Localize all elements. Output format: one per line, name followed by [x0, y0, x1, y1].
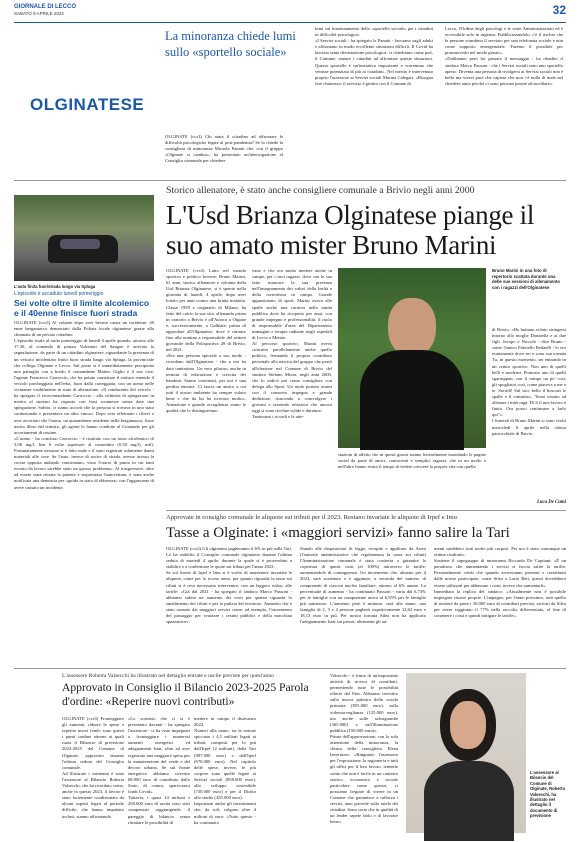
- marini-column: di Brivio: «Ho buttano voluto stringersi intorno allo moglie Donatella e ai due figli, Jacopo e Niccolò - dice Bruno - sottre l'amico Fabriello Redaelli - lo ero esattamente dove sei e sono sua tornata Tu, in questo momento, sei entrando in un centro sportivo. Non uno di quelli belli e moderni. Piuttosto uno di quelli sgarruppati, con il campo un po' così, gli spogliatoi così, come piaceva a me e te. Sorridi! Sul sito, bello il boscuet le spalle e il crmmisto. "Sono venuto ad allenare i miei ragà. Di lì il mio lavoro è finito. Ora posso continuare a farlo qui"». I funerali di Bruno Marini si sono svolti mercoledì 6 aprile nella chiesa parrocchiale di Brivio.: [492, 327, 566, 436]
- article-title: La minoranza chiede lumi sullo «sportello sociale»: [165, 29, 296, 59]
- car-headline: Sei volte oltre il limite alcolemico e il 40enne finisce fuori strada: [14, 298, 150, 318]
- divider: [166, 510, 566, 511]
- page-number: 32: [552, 3, 566, 17]
- divider: [14, 180, 566, 181]
- marini-column: stazioni di affetto che in questi giorni stanno letteralmente inondando le pagine social da parte di amici, conoscenti e semplici ragazzi, che in un modo o nell'altro hanno avuto il tempo di vedere crescere la propria vita con quella: [338, 452, 488, 470]
- article-column: Lecco, l'Ordine degli psicologi e le varie Amministrazioni ed è accessibile solo in urgenza. Pubblicizzandolo, c'è il rischio che le persone scambino il servizio per una telefonata sociale e non come supporto emergenziale. Faremo il possibile per promuoverlo nel modo giusto». «Dobbiamo però far passare il messaggio - ha ribadito il sindaco Marco Passoni - che i Servizi sociali sono uno sportello aperto. Diventa una persona di rivolgersi ai Servizi sociali non è bello ma vorrei pure che capisse che non c'è nulla di male nel chiedere aiuto perché ci sono persone pronte ad ascoltare».: [445, 26, 563, 86]
- car-body: OLGINATE (ccs3) Al volante dopo aver bevuto causa un incidente: 40 enne bergamasco denunciato dalla Polizia locale olginatese grazie alla chiamata di un privato cittadino. L'episodio risale al tardo pomeriggio di lunedì 4 aprile quando, attorno alle 17.30, al comando di piazzo Volontari del Sangue è arrivata la segnalazione, da parte di un cittadino olginatese, riguardante la presenza di un veicolo incidentato finito fuori strada lungo via Spluga, la provinciale che collega Olginate e Lecco. Sul posto si è immediatamente precipitata una pattuglia con a bordo il comandante Matteo Giglio e il suo vice, l'agente Francesco Carroccio, che ha potuto constatare il sinistro tenendo il veicolo parcheggiato nell'erba, fuori dalla carreggiata, con un uomo nelle vicinanze visibilmente in stato di alterazione. «Il conducente del veicolo - ha spiegato il vicecomandante Carroccio - alla richiesta di spiegazioni in merito al sinistro ha risposto con frasi sconnesse senza dare una spiegazione. Subito, ci siamo accorti che la persona si trovava in uno stato confusionale e presentava un alito vinoso. Dopo aver effettuato i rilievi e aver accertato che l'uomo, un quarantenne residente nella bergamasca, fosse uscito illeso dal sinistro, gli agenti lo hanno condotto al Comando per gli accertamenti di routine. «L'uomo - ha concluso Carroccio - è risultato con un tasso alcolemico di 3,06 mg/l, ben 6 volte superiore al consentito (0,50 mg/l), ndr). Fortunatamente nessuno si è fatto male e il sono registrati solamente danni materiali alle cose. Se l'auto, invece di uscire di strada, avesse invaso la corsia opposta andando contromano, visto l'orario di punta in cui tanti escono da lavoro sarebbe stato un grosso problema». Al trasgressore, oltre ad essere stata ritirata la patente e sequestrata l'autovettura, è stata anche notificata una denuncia per «guida in stato di ebbrezza» con l'aggravante di avere causato un incidente.: [14, 320, 154, 490]
- tari-column: menti sarebbero stati molto più corposi. Per noi è stato comunque un ottimo risultato». Sostiene il capogruppo di minoranza Riccardo De Capitani: «È un paradosso che aumentando i servizi si faccia salire la tariffa. Personalmente credo che quando arriveranno presenti e contribuiti dalle nostre partecipate, come Silea o Lario Reti, questi dovrebbero essere utilizzati per abbassare i costi, invece che aumentarli». Immediata la replica del sindaco: «Attualmente non è possibile impiegare risorse proprie. L'impegno, per l'anno prossimo, sarà quello di mettere da parte i 30.000 euro di contributi previsti, arrivati da Silea per avere raggiunto il 77% nella raccolta differenziata, al fine di contenere i costi e quindi mitigare le tariffe».: [434, 546, 566, 619]
- bilancio-headline: Approvato in Consiglio il Bilancio 2023-2025 Parola d'ordine: «Reperire nuovi contributi»: [62, 681, 309, 708]
- portrait-body: [424, 761, 514, 841]
- car-photo-caption: L'auto finita fuoristrada lungo via Spluga: [14, 284, 96, 289]
- car-window: [60, 239, 100, 249]
- marini-photo-caption: Bruno Marini in una foto di repertorio scattata durante una delle sue sessioni di allenamento con i ragazzi dell'Olginatese: [492, 268, 561, 290]
- marini-column: OLGINATE (ccs3) Lutto nel mondo sportivo e politico brivese: Bruno Marini, 61 anni, storico allenatore e colonna della Usd Brianza Olginatese, si è spento nella giornata di lunedì, 4 aprile, dopo aver lottato per anni contro una brutta malattia. Classe 1959 e originario di Milano, ha fatto del calcio la sua vita, allenando prima in oratorio a Brivio e all'Aurora a Olgiate e, successivamente, a Galbiate, prima di approdare all'Olginatese, dove è rimasto fino alla nomina a responsabile del settore giovanile della Polisportiva 28 di Brivio, nel 2021. «Era una persona speciale a suo modo - ricordano dall'Olginatese - che a noi ha dato tantissimo. Un vero pilastro, anche in termini di educazione e crescita dei bambini. Siamo costernati, per noi è una perdita enorme. Ci lascia un amico a cui tutti il nostro ambiente ha sempre voluto bene e che da lui ha ricevuto molto». Attenzione e grande accoglienza erano le qualità che lo distinguevano: [166, 268, 246, 414]
- bilancio-overline: L'assessore Roberta Valsecchi ha illustrato nel dettaglio entrate e uscite previste per quest'anno: [62, 673, 274, 679]
- bilancio-column: OLGINATE (ccs3) Fronteggiare gli aumenti, ridurre le spese e reperire nuovi fondi: sono questi i punti cardine attorno ai quali ruota il Bilancio di previsione 2023-2025 del Comune di Olginate, approvato durante l'ultima seduta del Consiglio comunale. Ad illustrare i contenuti è stata l'assessore al Bilancio Roberta Valsecchi, che ha ricordato come, anche in questo 2023, il lavoro è stato fortemente condizionato da alcuni aspetti legati al periodo difficile, che hanno impattato inclusi, stanno affrontando.: [62, 716, 124, 819]
- tari-overline: Approvate in consiglio comunale le aliquote sui tributi per il 2023. Restano invariate le aliquote di Irpef e Imu: [166, 514, 457, 521]
- section-label: OLGINATESE: [30, 95, 145, 114]
- tari-headline: Tasse a Olginate: i «maggiori servizi» fanno salire la Tari: [166, 525, 510, 541]
- divider: [14, 668, 566, 669]
- valsecchi-photo-caption: L'assessore al Bilancio del Comune di Olginate, Roberta Valsecchi, ha illustrato nel dettaglio il documento di previsione: [530, 770, 565, 819]
- bilancio-column: mettere in campo il disavanzo 2022. Numeri alla mano, tra le entrate spiccano i 4,5 milioni legati ai tributi, composti per lo più dall'Irpef (2 milioni), dalla Tari (987.000 euro) e dall'Irpef (670.000 euro). Nel capitolo delle spese, invece, le più corpose sono quelle legate ai Servizi sociali (858.000 euro), allo sviluppo sostenibile (730.000 euro) e per il Diritto allo studio (455.000 euro). Importanti anche gli investimenti che, da soli, valgono oltre 4 milioni di euro: «Tutto questo - ha continuato: [194, 716, 256, 825]
- bilancio-column: Valsecchi - è frutto di un'importante attività di ricerca di contributi, permettendo tutte le possibilità offerte dal Pnrr. Abbiamo investito sulla nuova palestra della scuola primaria (855.000 euro), sulla videosorveglianza (125.000 euro), ma anche sulle salvaguardie (365.000) e sull'illuminazione pubblica (150.000 euro)». Prima dell'approvazione, con la sola astensione della minoranza, la chiusa della consigliera Elena Invernizzi: «Ringrazio l'assessore per l'esposizione, la ragioneria e tutti gli uffici per il loro lavoro, tenendo conto che non è facile in un contesto storico, economico e sociale particolare come questo; ci possiamo fregiare di vivere in un Comune che garantisce a rafforza i servizi, anzi prevede sulla tutela dei cittadini. Sono certa che in qualità di un leader sapete farlo e di lavorare bene».: [330, 673, 398, 825]
- tari-column: Stando alle disposizioni di legge, recepite e applicate da Arera (l'autorità amministrativa che regolamenta la tassa sui rifiuti) l'Amministrazione comunale è stata costretta a garantire la copertura di questi costi (al 100%) attraverso le tariffe, aumentandole di conseguenza. Un incremento che, almeno per il 2023, sarà sostenuto e è aggiunto, a seconda del numero di componenti di ciascun nucleo familiare, attorno al 6% annuo. La percentuale di aumento - ha continuato Passoni - varia dal 6,73% per le famiglie con un componente unico al 6,95% per le famiglie più numerose. L'aumento però è minimo: sarà alla mano, una famiglia di 2, 3 e 4 persone pagherà rispettivamente 12,62 euro e 18,13 euro in più. Per nostra fortuna Silea non ha applicato l'adeguamento Istat sui prezzi, altrimenti gli au-: [300, 546, 428, 625]
- car-kicker: L'episodio è accaduto lunedì pomeriggio: [14, 291, 104, 297]
- car-photo: [14, 195, 154, 281]
- article-minoranza: [165, 26, 565, 178]
- issue-date: SABATO 9 APRILE 2022: [14, 11, 64, 16]
- portrait-face: [450, 701, 486, 749]
- portrait-head: [388, 298, 436, 356]
- paper-name: GIORNALE DI LECCO: [14, 4, 77, 10]
- valsecchi-photo: [406, 673, 526, 833]
- marini-headline: L'Usd Brianza Olginatese piange il suo amato mister Bruno Marini: [166, 200, 535, 260]
- article-column: OLGINATE (ccs3) Chi aiuta il cittadino ad affrontare le difficoltà psicologiche legate al post-pandemia? Se lo chiede la consigliera di minoranza Micaela Panatti che, con il gruppo «Olginate si cambia», ha presentato un'interrogazione al Consiglio comunale per chiedere: [165, 134, 285, 164]
- marini-column: vano e che ora molto mettere anche in campo, per i suoi ragazzi, dove con le sua fatto mancare la sua presenza nell'insegnamento dei valori della lealtà e della correttezza in campo. Grande appassionato di sport, Marini aveva alle spalle anche una carriera nella sanità pubblica dove ha ricoperto per anni, con grande impegno e professionalità, il ruolo di responsabile d'area del Dipartimento immagini e terapia radiante negli ospedali di Lecco e Merate. Al percorso sportivo, Marini aveva costruito parallelamente anche quello politico, fermando il proprio contributo personale alla nascita del gruppo che portò all'elezione nel Comune di Brivio del sindaco Stefano Motta, negli anni 2000, che lo indicò poi come consigliere con delega allo Sport. Un ruolo portato avanti con il consueto impegno e grande dedizione, riuscendo a coinvolgere i giovani e tessendo relazioni che ancora oggi si sono rivelate solide e durature. Tantissimi i ricordi e le atte-: [252, 268, 332, 420]
- article-column: lumi sul funzionamento dello «sportello sociale» per i cittadini in difficoltà psicologica. «I Servizi sociali - ha spiegato la Panatti - lavorano sugli adulti e affrontano in modo eccellente situazioni difficili. Il Covid ha lasciato tanta devastazione psicologica: ci chiediamo come può, il Comune, aiutare i cittadini ad affrontare queste situazioni. Questo sportello è un'iniziativa importante e vorremmo che venisse potenziata di più ai cittadini». Nel merito è intervenuto proprio l'assessore ai Servizi sociali Marina Calegari. «Bisogna fare chiarezza: il servizio è gestito con il Comune di: [315, 26, 433, 86]
- byline: Luca De Cumi: [536, 500, 566, 505]
- portrait-body: [360, 350, 464, 450]
- marini-overline: Storico allenatore, è stato anche consigliere comunale a Brivio negli anni 2000: [166, 185, 475, 196]
- masthead-rule: [14, 22, 566, 23]
- marini-photo: [338, 268, 486, 448]
- bilancio-column: «Lo scenario che ci si è presentato davanti - ha spiegato l'assessore - ci ha visto impegnati a fronteggiare i numerosi aumenti energetici ed adeguamenti Istat, oltre ad aver registrato una maggiore spesa per la manutenzione del verde e del decoro urbano. Se sul fronte energetico abbiamo ricevuto 68.000 euro di contributo dallo Stato, di contro, sparisconoi fondi Covid». Tuttavia, i quasi 14 milioni e 200.000 euro di uscita sono stati compensati raggiungendo il pareggio di bilancio senza ritrattare le possibilità di: [128, 716, 190, 825]
- masthead: [14, 0, 566, 22]
- tari-column: OLGINATE (ccs3) Gli olginatesi pagheranno il 6% in più sulla Tari. Lo ha stabilito il Consiglio comunale olginatese durante l'ultima seduta di martedì 4 aprile, durante la quale si è provveduto a stabilire e a confermare le quote sui tributi per l'anno 2023. Se sul fronte di Irpef e Imu si è scelto di mantenere invariate le aliquote, come per lo scorso anno, per quanto riguarda la tassa sui rifiuti si è reso necessario intervenire, con un leggero rialzo, alle tariffe: «Già dal 2021 - ha spiegato il sindaco Marco Passoni - abbiamo subito un aumento dei costi per quanto riguarda lo smaltimento dei rifiuti e per la pulizia del territorio. Aumento che è stato causato dai maggiori servizi come, ad esempio, l'incremento del passaggio per svuotare i cestini pubblici e della macchina spazzatrice».: [166, 546, 292, 625]
